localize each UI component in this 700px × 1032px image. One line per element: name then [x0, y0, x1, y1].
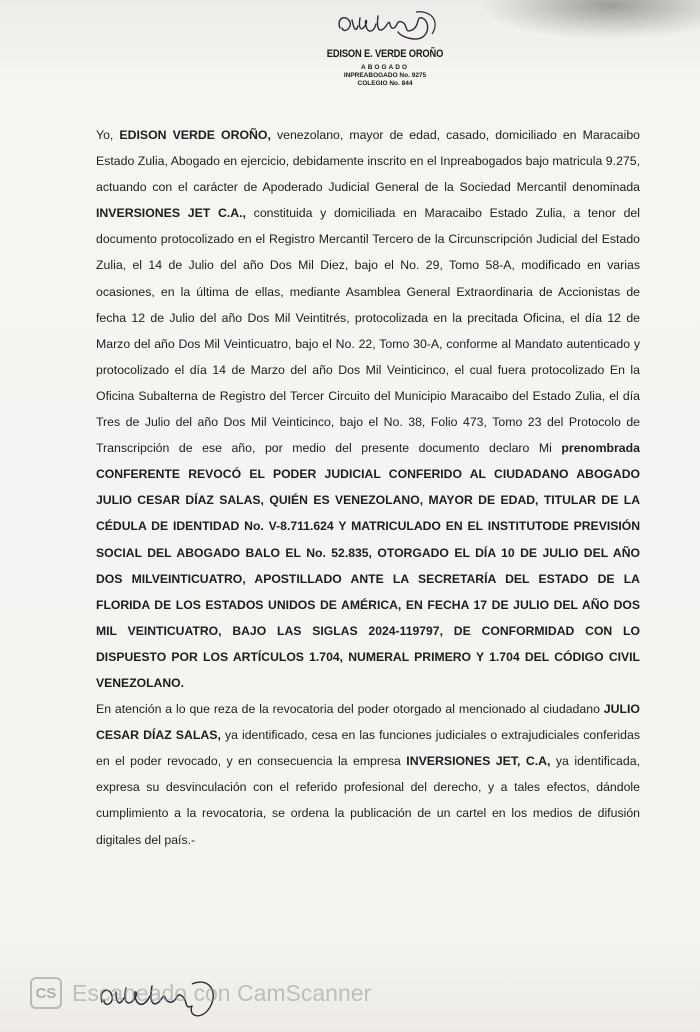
watermark-text: Escaneado con CamScanner — [72, 979, 372, 1006]
p1-text-a: Yo, — [96, 128, 120, 142]
p1-company-name: INVERSIONES JET C.A., — [96, 206, 246, 221]
letterhead-profession: ABOGADO — [361, 64, 409, 71]
p1-revocation-clause: CONFERENTE REVOCÓ EL PODER JUDICIAL CONFERIDO AL CIUDADANO ABOGADO JULIO CESAR DÍAZ SALAS, QUIÉN ES VENEZOLANO, MAYOR DE EDAD, TITULAR DE LA CÉDULA DE IDENTIDAD No. V-8.711.624 Y MATRICULADO EN EL INSTITUTODE PREVISIÓN SOCIAL DEL ABOGADO BALO EL No. 52.835, OTORGADO EL DÍA 10 DE JULIO DEL AÑO DOS MILVEINTICUATRO, APOSTILLADO ANTE LA SECRETARÍA DEL ESTADO DE LA FLORIDA DE LOS ESTADOS UNIDOS DE AMÉRICA, EN FECHA 17 DE JULIO DEL AÑO DOS MIL VEINTICUATRO, BAJO LAS SIGLAS 2024-119797, DE CONFORMIDAD CON LO DISPUESTO POR LOS ARTÍCULOS 1.704, NUMERAL PRIMERO Y 1.704 DEL CÓDIGO CIVIL VENEZOLANO. — [96, 467, 640, 690]
document-body — [96, 122, 640, 853]
p1-text-c: constituida y domiciliada en Maracaibo Estado Zulia, a tenor del documento protocolizado en el Registro Mercantil Tercero de la Circunscripción Judicial del Estado Zulia, el 14 de Julio del año Dos Mil Diez, bajo el No. 29, Tomo 58-A, modificado en varias ocasiones, en la última de ellas, mediante Asamblea General Extraordinaria de Accionistas de fecha 12 de Julio del año Dos Mil Veintitrés, protocolizada en la precitada Oficina, el día 12 de Marzo del año Dos Mil Veinticuatro, bajo el No. 22, Tomo 30-A, conforme al Mandato autenticado y protocolizado el día 14 de Marzo del año Dos Mil Veinticinco, el cual fuera protocolizado En la Oficina Subalterna de Registro del Tercer Circuito del Municipio Maracaibo del Estado Zulia, el día Tres de Julio del año Dos Mil Veinticinco, bajo el No. 38, Folio 473, Tomo 23 del Protocolo de Transcripción de ese año, por medio del presente documento declaro Mi — [96, 206, 640, 456]
letterhead — [300, 8, 470, 98]
p1-lawyer-name: EDISON VERDE OROÑO, — [119, 128, 271, 142]
p2-text-a: En atención a lo que reza de la revocatoria del poder otorgado al mencionado al ciudadano — [96, 702, 604, 717]
scan-shadow — [480, 0, 700, 40]
p2-text-c: ya identificada, expresa su desvinculación con el referido profesional del derecho, y a tales efectos, dándole cumplimiento a la revocatoria, se ordena la publicación de un cartel en los medios de difusión digitales del país.- — [96, 754, 640, 847]
paragraph-1 — [96, 122, 640, 696]
p1-bold-word: prenombrada — [561, 441, 640, 456]
camscanner-logo-icon: CS — [30, 977, 62, 1009]
p1-text-b: venezolano, mayor de edad, casado, domiciliado en Maracaibo Estado Zulia, Abogado en ejercicio, debidamente inscrito en el Inpreabogados bajo matricula 9.275, actuando con el carácter de Apoderado Judicial General de la Sociedad Mercantil denominada — [96, 128, 640, 195]
letterhead-name: EDISON E. VERDE OROÑO — [326, 48, 444, 60]
letterhead-colegio: COLEGIO No. 844 — [357, 80, 413, 87]
letterhead-inpre: INPREABOGADO No. 9275 — [343, 72, 427, 79]
p2-company-name: INVERSIONES JET, C.A, — [406, 754, 551, 769]
camscanner-watermark — [30, 976, 430, 1010]
signature-graphic — [332, 8, 442, 50]
p2-person-name: JULIO CESAR DÍAZ SALAS, — [96, 702, 640, 743]
paragraph-2 — [96, 696, 640, 853]
p2-text-b: ya identificado, cesa en las funciones judiciales o extrajudiciales conferidas en el poder revocado, y en consecuencia la empresa — [96, 728, 640, 769]
